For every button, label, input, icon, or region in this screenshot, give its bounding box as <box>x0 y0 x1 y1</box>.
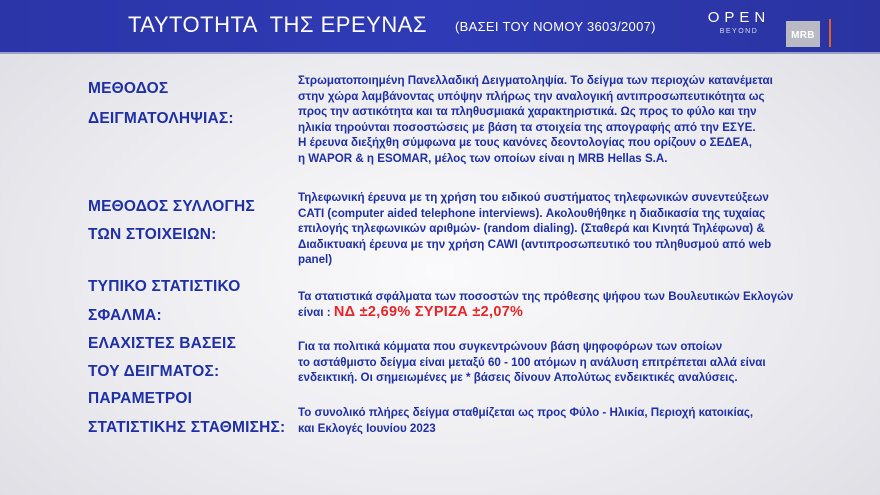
mrb-logo: MRB <box>786 21 820 47</box>
header-bar <box>0 0 880 54</box>
error-label-line1: ΤΥΠΙΚΟ ΣΤΑΤΙΣΤΙΚΟ <box>88 278 241 295</box>
sampling-text <box>298 73 853 167</box>
weighting-label-line2: ΣΤΑΤΙΣΤΙΚΗΣ ΣΤΑΘΜΙΣΗΣ: <box>88 419 286 436</box>
collection-label-line1: ΜΕΘΟΔΟΣ ΣΥΛΛΟΓΗΣ <box>88 198 255 215</box>
weighting-line: Το συνολικό πλήρες δείγμα σταθμίζεται ως προς Φύλο - Ηλικία, Περιοχή κατοικίας, <box>298 406 754 419</box>
collection-line: panel) <box>298 253 333 267</box>
weighting-line: και Εκλογές Ιουνίου 2023 <box>298 421 436 435</box>
weighting-label-line1: ΠΑΡΑΜΕΤΡΟΙ <box>88 390 193 407</box>
sampling-line: στην χώρα λαμβάνοντας υπόψην πλήρως την αναλογική αντιπροσωπευτικότητα ως <box>298 89 765 103</box>
collection-label-line2: ΤΩΝ ΣΤΟΙΧΕΙΩΝ: <box>88 226 217 243</box>
sampling-line: Στρωματοποιημένη Πανελλαδική Δειγματοληψία. Το δείγμα των περιοχών κατανέμεται <box>298 74 773 87</box>
weighting-text <box>298 405 853 436</box>
logo-divider <box>829 19 831 47</box>
page-title: ΤΑΥΤΟΤΗΤΑ ΤΗΣ ΕΡΕΥΝΑΣ <box>128 12 427 37</box>
sampling-label-line1: ΜΕΘΟΔΟΣ <box>88 80 169 97</box>
bases-label-line1: ΕΛΑΧΙΣΤΕΣ ΒΑΣΕΙΣ <box>88 335 237 352</box>
bases-label-line2: ΤΟΥ ΔΕΙΓΜΑΤΟΣ: <box>88 363 220 380</box>
bases-text <box>298 339 853 386</box>
open-logo-text: OPEN <box>707 9 771 26</box>
sampling-label-line2: ΔΕΙΓΜΑΤΟΛΗΨΙΑΣ: <box>88 110 234 127</box>
error-prefix: είναι : <box>298 305 334 319</box>
collection-text <box>298 190 853 268</box>
open-logo-subtext: BEYOND <box>719 28 759 35</box>
sampling-line: Η έρευνα διεξήχθη σύμφωνα με τους κανόνες δεοντολογίας που ορίζουν ο ΣΕΔΕΑ, <box>298 136 752 150</box>
collection-line: CATI (computer aided telephone interviews). Ακολουθήθηκε η διαδικασία της τυχαίας <box>298 206 766 220</box>
bases-line: Για τα πολιτικά κόμματα που συγκεντρώνουν βάση ψηφοφόρων των οποίων <box>298 340 723 353</box>
sampling-line: η WAPOR & η ESOMAR, μέλος των οποίων είναι η MRB Hellas S.A. <box>298 151 668 165</box>
error-line: Τα στατιστικά σφάλματα των ποσοστών της πρόθεσης ψήφου των Βουλευτικών Εκλογών <box>298 290 794 303</box>
error-text <box>298 289 853 320</box>
error-highlight: ΝΔ ±2,69% ΣΥΡΙΖΑ ±2,07% <box>333 303 524 320</box>
page-subtitle: (ΒΑΣΕΙ ΤΟΥ ΝΟΜΟΥ 3603/2007) <box>455 19 656 34</box>
bases-line: ενδεικτική. Οι σημειωμένες με * βάσεις δίνουν Απολύτως ενδεικτικές αναλύσεις. <box>298 371 738 385</box>
error-line <box>298 305 853 321</box>
collection-line: Τηλεφωνική έρευνα με τη χρήση του ειδικού συστήματος τηλεφωνικών συνεντεύξεων <box>298 191 769 204</box>
bases-line: το αστάθμιστο δείγμα είναι μεταξύ 60 - 100 ατόμων η ανάλυση επιτρέπεται αλλά είναι <box>298 355 766 369</box>
sampling-line: προς την αστικότητα και τα πληθυσμιακά χαρακτηριστικά. Ως προς το φύλο και την <box>298 105 757 119</box>
collection-line: επιλογής τηλεφωνικών αριθμών- (random dialing). (Σταθερά και Κινητά Τηλέφωνα) & <box>298 222 765 236</box>
open-beyond-logo <box>706 9 772 45</box>
collection-line: Διαδικτυακή έρευνα με την χρήση CAWI (αντιπροσωπευτικό του πληθυσμού από web <box>298 237 772 251</box>
error-label-line2: ΣΦΑΛΜΑ: <box>88 307 162 324</box>
sampling-line: ηλικία τηρούνται ποσοστώσεις με βάση τα στοιχεία της απογραφής από την ΕΣΥΕ. <box>298 120 756 134</box>
